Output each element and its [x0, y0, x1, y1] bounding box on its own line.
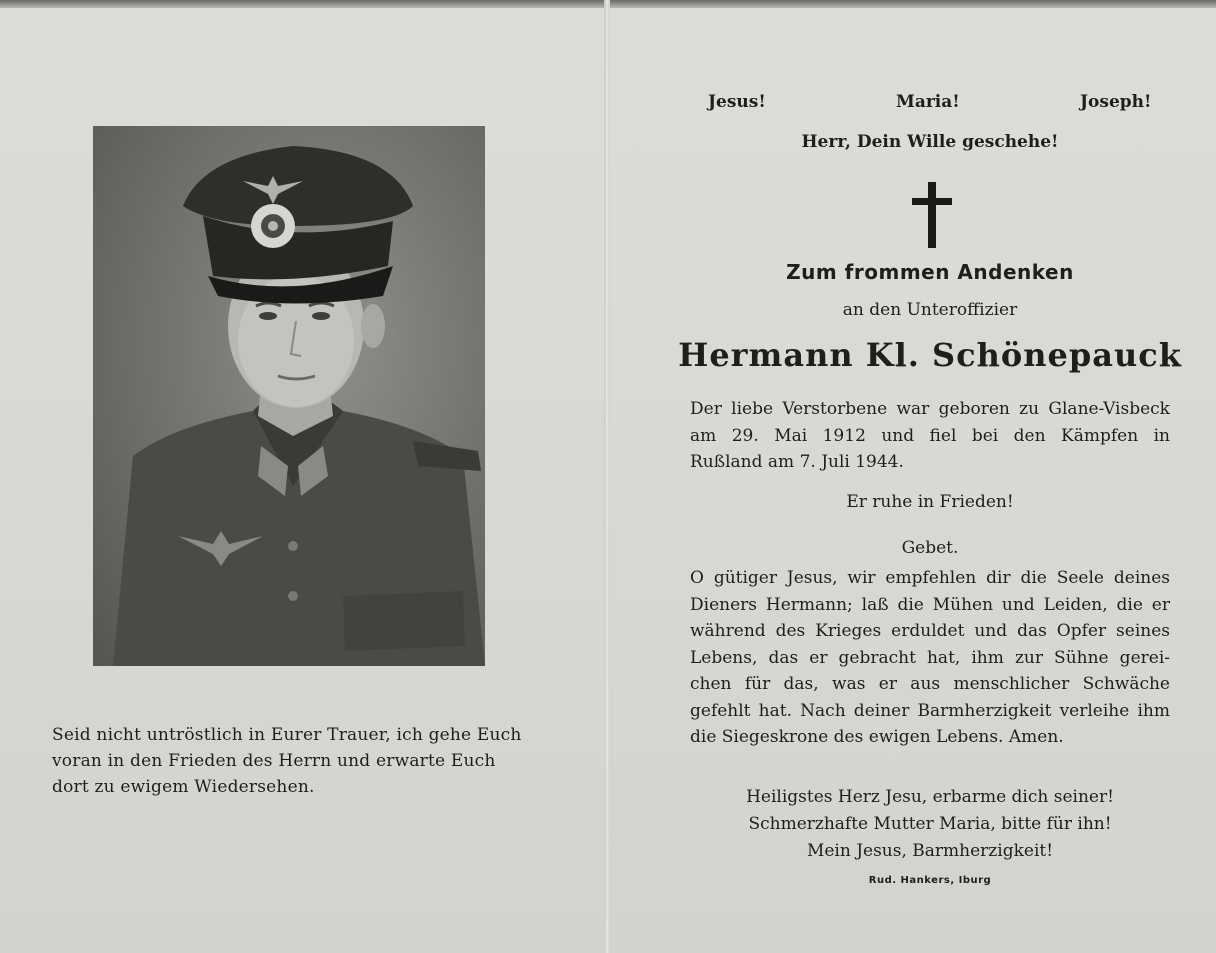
right-panel	[610, 0, 1216, 953]
invocations	[708, 92, 1152, 116]
prayer-line: Dieners Hermann; laß die Mühen und Leiden, die er	[690, 594, 1170, 615]
closing-line: Schmerzhafte Mutter Maria, bitte für ihn!	[748, 814, 1112, 834]
prayer-paragraph	[690, 565, 1170, 751]
closing-line: Heiligstes Herz Jesu, erbarme dich seiner!	[746, 787, 1114, 807]
verse-line: Seid nicht untröstlich in Eurer Trauer, ich gehe Euch	[52, 725, 522, 745]
invocation-maria: Maria!	[896, 92, 960, 112]
cross-icon	[910, 180, 954, 250]
prayer-line: die Siegeskrone des ewigen Lebens. Amen.	[690, 727, 1064, 747]
prayer-line: O gütiger Jesus, wir empfehlen dir die Seele deines	[690, 568, 1170, 588]
prayer-line: chen für das, was er aus menschlicher Schwäche	[690, 674, 1170, 694]
closing-line: Mein Jesus, Barmherzigkeit!	[806, 841, 1054, 861]
rank-line: an den Unteroffizier	[842, 300, 1018, 320]
verse-line: dort zu ewigem Wiedersehen.	[52, 777, 315, 797]
invocation-joseph: Joseph!	[1080, 92, 1152, 112]
portrait-illustration	[93, 126, 485, 666]
will-line: Herr, Dein Wille geschehe!	[801, 132, 1059, 152]
deceased-name: Hermann Kl. Schönepauck	[678, 336, 1182, 374]
left-panel	[0, 0, 604, 953]
printer-imprint: Rud. Hankers, Iburg	[868, 875, 992, 886]
prayer-line: Lebens, das er gebracht hat, ihm zur Sühne gerei-	[690, 647, 1170, 668]
birth-death-paragraph	[690, 396, 1170, 476]
memorial-heading: Zum frommen Andenken	[786, 260, 1074, 284]
closing-invocations	[670, 784, 1190, 865]
prayer-line: gefehlt hat. Nach deiner Barmherzigkeit verleihe ihm	[690, 700, 1170, 721]
consolation-verse	[52, 722, 552, 800]
birth-line: Der liebe Verstorbene war geboren zu Glane-Visbeck	[690, 399, 1170, 419]
prayer-title: Gebet.	[901, 538, 959, 558]
birth-line: Rußland am 7. Juli 1944.	[690, 452, 904, 472]
birth-line: am 29. Mai 1912 und fiel bei den Kämpfen in	[690, 425, 1170, 446]
invocation-jesus: Jesus!	[708, 92, 766, 112]
prayer-line: während des Krieges erduldet und das Opfer seines	[690, 621, 1170, 641]
verse-line: voran in den Frieden des Herrn und erwarte Euch	[52, 751, 496, 771]
soldier-portrait-photo	[93, 126, 485, 666]
rest-in-peace: Er ruhe in Frieden!	[846, 492, 1014, 512]
